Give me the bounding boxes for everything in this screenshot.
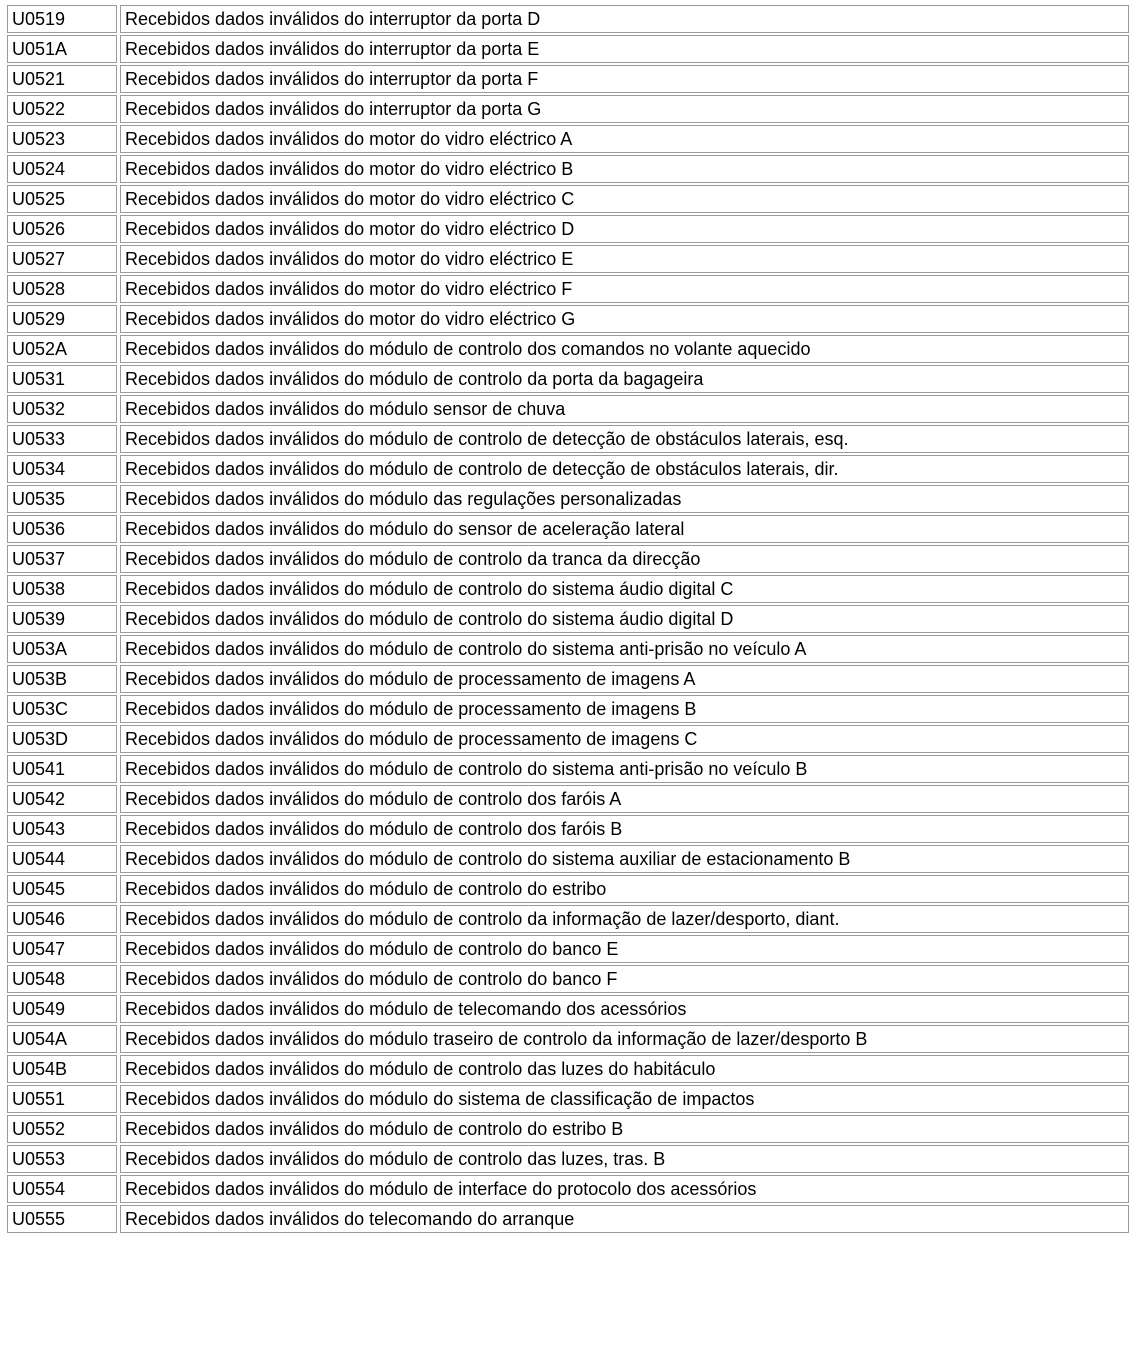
dtc-code-cell: U0542: [7, 785, 117, 813]
table-row: [7, 815, 1129, 843]
table-row: [7, 215, 1129, 243]
dtc-code-cell: U0524: [7, 155, 117, 183]
table-row: [7, 365, 1129, 393]
dtc-code-cell: U0525: [7, 185, 117, 213]
table-row: [7, 755, 1129, 783]
dtc-code-cell: U054B: [7, 1055, 117, 1083]
dtc-code-cell: U053B: [7, 665, 117, 693]
table-row: [7, 575, 1129, 603]
dtc-code-cell: U0549: [7, 995, 117, 1023]
table-row: [7, 1115, 1129, 1143]
table-row: [7, 1055, 1129, 1083]
dtc-code-cell: U0545: [7, 875, 117, 903]
dtc-description-cell: Recebidos dados inválidos do módulo de controlo do sistema áudio digital D: [120, 605, 1129, 633]
dtc-code-cell: U052A: [7, 335, 117, 363]
dtc-description-cell: Recebidos dados inválidos do motor do vidro eléctrico B: [120, 155, 1129, 183]
dtc-description-cell: Recebidos dados inválidos do módulo de controlo de detecção de obstáculos laterais, dir.: [120, 455, 1129, 483]
table-row: [7, 875, 1129, 903]
dtc-description-cell: Recebidos dados inválidos do módulo de interface do protocolo dos acessórios: [120, 1175, 1129, 1203]
table-row: [7, 545, 1129, 573]
dtc-description-cell: Recebidos dados inválidos do módulo do sensor de aceleração lateral: [120, 515, 1129, 543]
dtc-description-cell: Recebidos dados inválidos do interruptor da porta F: [120, 65, 1129, 93]
dtc-code-cell: U0554: [7, 1175, 117, 1203]
table-row: [7, 245, 1129, 273]
dtc-code-cell: U0527: [7, 245, 117, 273]
table-row: [7, 845, 1129, 873]
table-row: [7, 1175, 1129, 1203]
table-row: [7, 965, 1129, 993]
dtc-code-cell: U0532: [7, 395, 117, 423]
dtc-code-cell: U053A: [7, 635, 117, 663]
dtc-description-cell: Recebidos dados inválidos do módulo de controlo do banco E: [120, 935, 1129, 963]
dtc-description-cell: Recebidos dados inválidos do módulo de controlo dos faróis B: [120, 815, 1129, 843]
dtc-description-cell: Recebidos dados inválidos do módulo de controlo da informação de lazer/desporto, diant.: [120, 905, 1129, 933]
table-row: [7, 1025, 1129, 1053]
table-row: [7, 125, 1129, 153]
table-row: [7, 935, 1129, 963]
dtc-description-cell: Recebidos dados inválidos do módulo do sistema de classificação de impactos: [120, 1085, 1129, 1113]
dtc-code-cell: U053D: [7, 725, 117, 753]
dtc-description-cell: Recebidos dados inválidos do motor do vidro eléctrico E: [120, 245, 1129, 273]
dtc-code-cell: U0548: [7, 965, 117, 993]
dtc-description-cell: Recebidos dados inválidos do módulo de controlo das luzes do habitáculo: [120, 1055, 1129, 1083]
table-row: [7, 455, 1129, 483]
table-row: [7, 785, 1129, 813]
table-row: [7, 185, 1129, 213]
table-row: [7, 605, 1129, 633]
table-row: [7, 1145, 1129, 1173]
dtc-description-cell: Recebidos dados inválidos do módulo de controlo do sistema auxiliar de estacionamento B: [120, 845, 1129, 873]
dtc-code-cell: U0533: [7, 425, 117, 453]
dtc-code-cell: U0536: [7, 515, 117, 543]
dtc-table-body: [7, 5, 1129, 1233]
dtc-description-cell: Recebidos dados inválidos do módulo de controlo do estribo B: [120, 1115, 1129, 1143]
dtc-description-cell: Recebidos dados inválidos do módulo de controlo do estribo: [120, 875, 1129, 903]
dtc-code-cell: U0522: [7, 95, 117, 123]
dtc-description-cell: Recebidos dados inválidos do motor do vidro eléctrico F: [120, 275, 1129, 303]
table-row: [7, 275, 1129, 303]
dtc-description-cell: Recebidos dados inválidos do módulo de processamento de imagens A: [120, 665, 1129, 693]
dtc-description-cell: Recebidos dados inválidos do módulo de controlo das luzes, tras. B: [120, 1145, 1129, 1173]
table-row: [7, 305, 1129, 333]
dtc-code-cell: U0547: [7, 935, 117, 963]
dtc-code-cell: U0529: [7, 305, 117, 333]
dtc-code-table: [4, 3, 1132, 1235]
table-row: [7, 395, 1129, 423]
table-row: [7, 995, 1129, 1023]
dtc-code-cell: U053C: [7, 695, 117, 723]
dtc-description-cell: Recebidos dados inválidos do módulo de controlo de detecção de obstáculos laterais, esq.: [120, 425, 1129, 453]
table-row: [7, 335, 1129, 363]
dtc-description-cell: Recebidos dados inválidos do módulo das regulações personalizadas: [120, 485, 1129, 513]
dtc-description-cell: Recebidos dados inválidos do módulo de controlo do sistema anti-prisão no veículo A: [120, 635, 1129, 663]
dtc-code-cell: U0531: [7, 365, 117, 393]
dtc-description-cell: Recebidos dados inválidos do telecomando do arranque: [120, 1205, 1129, 1233]
dtc-description-cell: Recebidos dados inválidos do módulo de controlo dos comandos no volante aquecido: [120, 335, 1129, 363]
dtc-code-cell: U0538: [7, 575, 117, 603]
dtc-code-cell: U0541: [7, 755, 117, 783]
dtc-code-cell: U0523: [7, 125, 117, 153]
dtc-description-cell: Recebidos dados inválidos do motor do vidro eléctrico C: [120, 185, 1129, 213]
dtc-code-cell: U0519: [7, 5, 117, 33]
dtc-code-cell: U0552: [7, 1115, 117, 1143]
dtc-description-cell: Recebidos dados inválidos do motor do vidro eléctrico A: [120, 125, 1129, 153]
table-row: [7, 905, 1129, 933]
table-row: [7, 725, 1129, 753]
dtc-code-cell: U0553: [7, 1145, 117, 1173]
dtc-code-cell: U054A: [7, 1025, 117, 1053]
dtc-description-cell: Recebidos dados inválidos do módulo de processamento de imagens B: [120, 695, 1129, 723]
table-row: [7, 485, 1129, 513]
table-row: [7, 35, 1129, 63]
table-row: [7, 1085, 1129, 1113]
dtc-description-cell: Recebidos dados inválidos do módulo de controlo do banco F: [120, 965, 1129, 993]
dtc-description-cell: Recebidos dados inválidos do interruptor da porta D: [120, 5, 1129, 33]
dtc-code-cell: U0539: [7, 605, 117, 633]
dtc-code-cell: U0555: [7, 1205, 117, 1233]
table-row: [7, 425, 1129, 453]
dtc-code-cell: U0526: [7, 215, 117, 243]
dtc-description-cell: Recebidos dados inválidos do módulo de controlo do sistema áudio digital C: [120, 575, 1129, 603]
dtc-description-cell: Recebidos dados inválidos do módulo de controlo da porta da bagageira: [120, 365, 1129, 393]
dtc-description-cell: Recebidos dados inválidos do módulo de controlo da tranca da direcção: [120, 545, 1129, 573]
table-row: [7, 1205, 1129, 1233]
dtc-code-cell: U0528: [7, 275, 117, 303]
table-row: [7, 155, 1129, 183]
table-row: [7, 695, 1129, 723]
dtc-description-cell: Recebidos dados inválidos do módulo de controlo dos faróis A: [120, 785, 1129, 813]
dtc-description-cell: Recebidos dados inválidos do motor do vidro eléctrico D: [120, 215, 1129, 243]
dtc-code-cell: U0551: [7, 1085, 117, 1113]
dtc-code-cell: U0535: [7, 485, 117, 513]
table-row: [7, 95, 1129, 123]
dtc-description-cell: Recebidos dados inválidos do módulo sensor de chuva: [120, 395, 1129, 423]
dtc-code-cell: U0537: [7, 545, 117, 573]
table-row: [7, 65, 1129, 93]
dtc-code-cell: U0534: [7, 455, 117, 483]
table-row: [7, 515, 1129, 543]
table-row: [7, 635, 1129, 663]
dtc-description-cell: Recebidos dados inválidos do interruptor da porta G: [120, 95, 1129, 123]
dtc-description-cell: Recebidos dados inválidos do módulo traseiro de controlo da informação de lazer/desporto B: [120, 1025, 1129, 1053]
dtc-code-cell: U0543: [7, 815, 117, 843]
dtc-description-cell: Recebidos dados inválidos do módulo de controlo do sistema anti-prisão no veículo B: [120, 755, 1129, 783]
dtc-description-cell: Recebidos dados inválidos do interruptor da porta E: [120, 35, 1129, 63]
dtc-description-cell: Recebidos dados inválidos do módulo de processamento de imagens C: [120, 725, 1129, 753]
dtc-description-cell: Recebidos dados inválidos do módulo de telecomando dos acessórios: [120, 995, 1129, 1023]
dtc-code-cell: U0521: [7, 65, 117, 93]
dtc-description-cell: Recebidos dados inválidos do motor do vidro eléctrico G: [120, 305, 1129, 333]
table-row: [7, 665, 1129, 693]
table-row: [7, 5, 1129, 33]
dtc-code-cell: U0546: [7, 905, 117, 933]
dtc-code-cell: U051A: [7, 35, 117, 63]
dtc-code-cell: U0544: [7, 845, 117, 873]
